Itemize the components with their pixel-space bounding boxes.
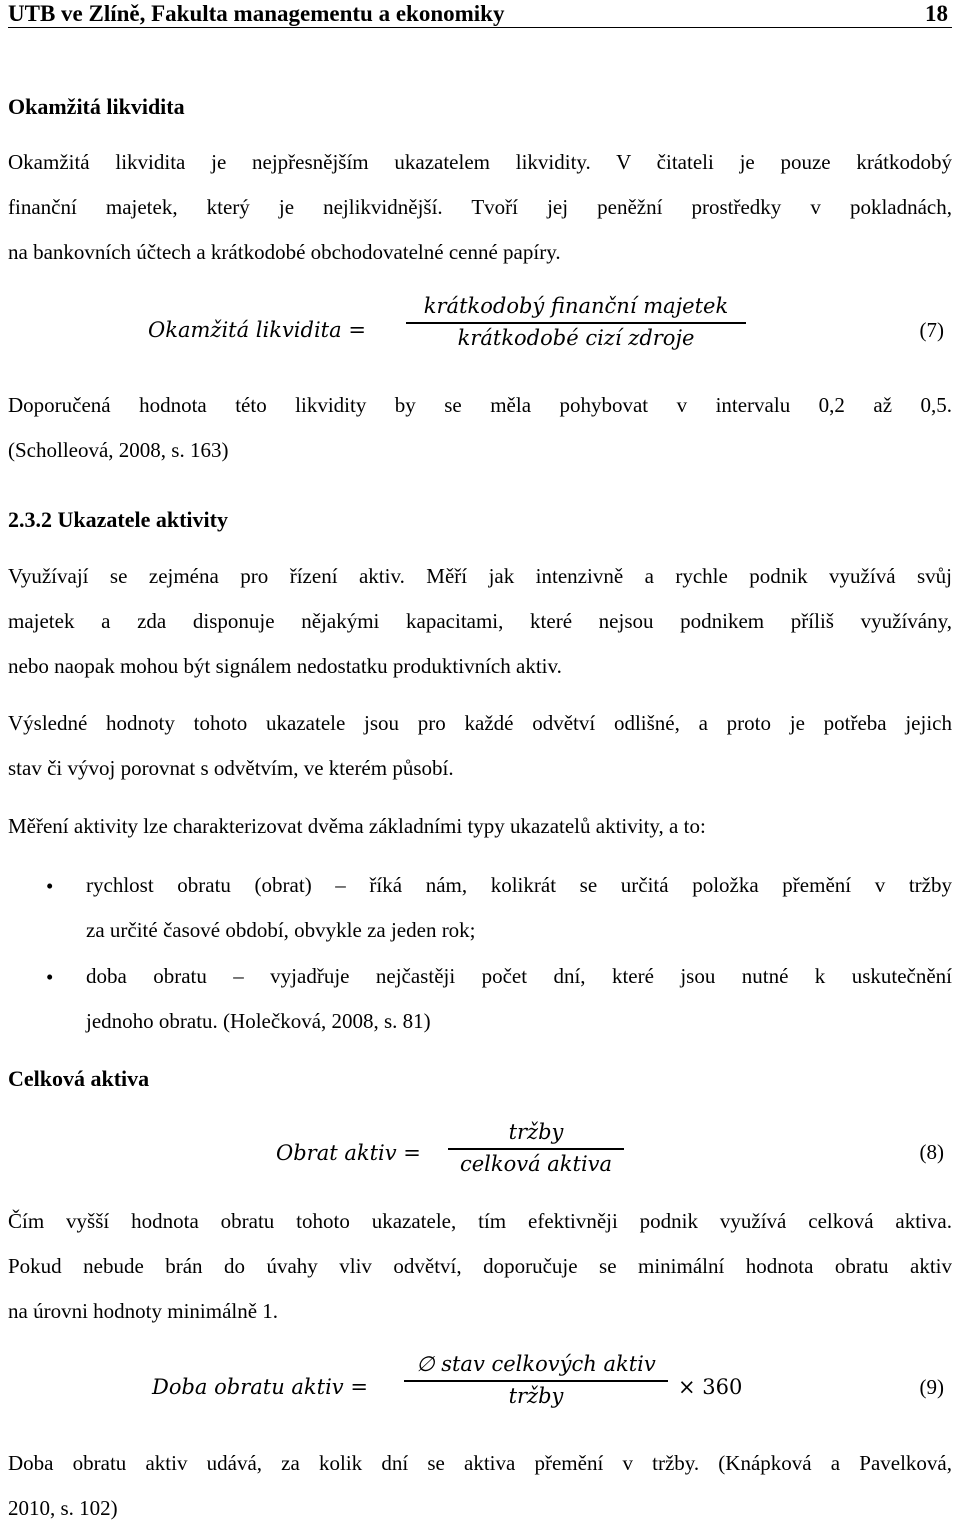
page-header	[8, 0, 952, 28]
formula-8-denominator: celková aktiva	[459, 1152, 613, 1176]
list-item-line: doba obratu – vyjadřuje nejčastěji počet dní, které jsou nutné k uskutečnění	[86, 964, 952, 988]
paragraph-line: finanční majetek, který je nejlikvidnější. Tvoří jej peněžní prostředky v pokladnách,	[8, 195, 952, 219]
paragraph-line: 2010, s. 102)	[8, 1496, 118, 1520]
paragraph-line: stav či vývoj porovnat s odvětvím, ve kterém působí.	[8, 756, 454, 780]
paragraph-line: Pokud nebude brán do úvahy vliv odvětví, doporučuje se minimální hodnota obratu aktiv	[8, 1254, 952, 1278]
heading-immediate-liquidity: Okamžitá likvidita	[8, 94, 185, 119]
header-title: UTB ve Zlíně, Fakulta managementu a ekonomiky	[8, 1, 505, 26]
formula-9-number: (9)	[919, 1375, 944, 1399]
paragraph-line: Měření aktivity lze charakterizovat dvěma základními typy ukazatelů aktivity, a to:	[8, 814, 706, 838]
formula-7-number: (7)	[919, 318, 944, 342]
paragraph-total-assets-2	[8, 1441, 952, 1531]
bullet-icon: •	[46, 965, 54, 989]
list-item	[86, 954, 952, 1044]
formula-8-numerator: tržby	[448, 1120, 624, 1150]
paragraph-line: na bankovních účtech a krátkodobé obchodovatelné cenné papíry.	[8, 240, 561, 264]
paragraph-immediate-liquidity	[8, 140, 952, 275]
bullet-icon: •	[46, 874, 54, 898]
formula-8-lhs: Obrat aktiv =	[276, 1141, 421, 1165]
formula-8-fraction	[448, 1120, 624, 1176]
list-item-line: rychlost obratu (obrat) – říká nám, kolikrát se určitá položka přemění v tržby	[86, 873, 952, 897]
paragraph-recommendation	[8, 383, 952, 473]
formula-7-fraction	[406, 294, 746, 350]
formula-9-fraction	[404, 1352, 668, 1408]
paragraph-line: nebo naopak mohou být signálem nedostatku produktivních aktiv.	[8, 654, 562, 678]
paragraph-activity-1	[8, 554, 952, 689]
paragraph-line: na úrovni hodnoty minimálně 1.	[8, 1299, 279, 1323]
formula-9-multiplier: × 360	[678, 1375, 743, 1399]
heading-total-assets: Celková aktiva	[8, 1066, 150, 1091]
paragraph-line: Využívají se zejména pro řízení aktiv. Měří jak intenzivně a rychle podnik využívá svůj	[8, 564, 952, 588]
paragraph-line: Okamžitá likvidita je nejpřesnějším ukazatelem likvidity. V čitateli je pouze krátkodobý	[8, 150, 952, 174]
paragraph-line: Doporučená hodnota této likvidity by se měla pohybovat v intervalu 0,2 až 0,5.	[8, 393, 952, 417]
paragraph-line: majetek a zda disponuje nějakými kapacitami, které nejsou podnikem příliš využívány,	[8, 609, 952, 633]
page-number: 18	[925, 1, 948, 26]
formula-9-numerator: ∅ stav celkových aktiv	[404, 1352, 668, 1382]
paragraph-line: Čím vyšší hodnota obratu tohoto ukazatele, tím efektivněji podnik využívá celková aktiva.	[8, 1209, 952, 1233]
paragraph-activity-3	[8, 804, 952, 849]
paragraph-line: Doba obratu aktiv udává, za kolik dní se aktiva přemění v tržby. (Knápková a Pavelková,	[8, 1451, 952, 1475]
heading-activity-indicators: 2.3.2 Ukazatele aktivity	[8, 507, 228, 532]
formula-7-denominator: krátkodobé cizí zdroje	[457, 326, 695, 350]
list-item-line: jednoho obratu. (Holečková, 2008, s. 81)	[86, 1009, 431, 1033]
paragraph-total-assets-1	[8, 1199, 952, 1334]
list-item-line: za určité časové období, obvykle za jeden rok;	[86, 918, 476, 942]
paragraph-line: (Scholleová, 2008, s. 163)	[8, 438, 229, 462]
paragraph-line: Výsledné hodnoty tohoto ukazatele jsou pro každé odvětví odlišné, a proto je potřeba jejich	[8, 711, 952, 735]
paragraph-activity-2	[8, 701, 952, 791]
formula-9-denominator: tržby	[508, 1384, 564, 1408]
list-item	[86, 863, 952, 953]
formula-8-number: (8)	[919, 1140, 944, 1164]
formula-9-lhs: Doba obratu aktiv =	[152, 1375, 368, 1399]
formula-7-lhs: Okamžitá likvidita =	[148, 318, 366, 342]
formula-7-numerator: krátkodobý finanční majetek	[406, 294, 746, 324]
